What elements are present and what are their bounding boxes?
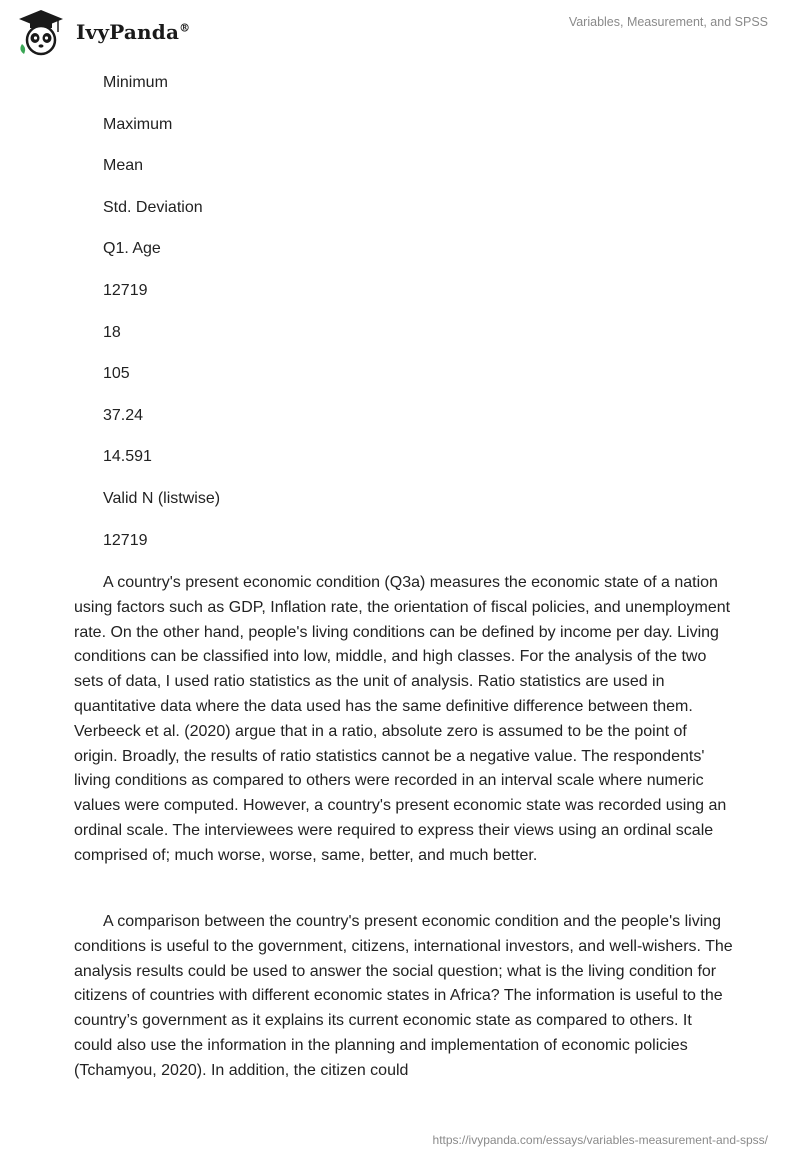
body-paragraph: A comparison between the country's present economic condition and the people's living conditions is useful to the government, citizens, international investors, and well-wishers. The analysis results could be used to answer the social question; what is the living condition for citizens of countries with different economic states in Africa? The information is useful to the country’s government as it explains its current economic state as compared to others. It could also use the information in the planning and implementation of economic policies (Tchamyou, 2020). In addition, the citizen could (74, 913, 733, 1079)
descriptive-statistics-list (103, 73, 220, 572)
page-header (0, 0, 800, 60)
table-cell: Q1. Age (103, 240, 161, 258)
running-title: Variables, Measurement, and SPSS (568, 15, 768, 29)
body-paragraph: A country's present economic condition (Q3a) measures the economic state of a nation using factors such as GDP, Inflation rate, the orientation of fiscal policies, and unemployment rate. On the other hand, people's living conditions can be defined by income per day. Living conditions can be classified into low, middle, and high classes. For the analysis of the two sets of data, I used ratio statistics as the unit of analysis. Ratio statistics are used in quantitative data where the data used has the same definitive difference between them. Verbeeck et al. (2020) argue that in a ratio, absolute zero is assumed to be the point of origin. Broadly, the results of ratio statistics cannot be a negative value. The respondents' living conditions as compared to others were recorded in an interval scale where numeric values were computed. However, a country's present economic state was recorded using an ordinal scale. The interviewees were required to express their views using an ordinal scale comprised of; much worse, worse, same, better, and much better. (74, 574, 731, 864)
table-cell: Mean (103, 157, 144, 175)
registered-mark: ® (179, 21, 191, 35)
table-cell: 105 (103, 365, 130, 383)
brand-name: IvyPanda (76, 20, 180, 44)
table-cell: 18 (103, 323, 121, 341)
ivypanda-logo[interactable] (16, 8, 190, 56)
table-cell: Minimum (103, 74, 168, 91)
table-cell: 14.591 (103, 448, 152, 466)
table-cell: 37.24 (103, 406, 144, 424)
table-cell: Maximum (103, 115, 173, 133)
table-cell: 12719 (103, 281, 148, 299)
table-cell: 12719 (103, 531, 148, 549)
source-url[interactable]: https://ivypanda.com/essays/variables-measurement-and-spss/ (432, 1133, 768, 1147)
panda-graduate-icon (16, 8, 66, 56)
table-cell: Valid N (listwise) (103, 489, 221, 507)
table-cell: Std. Deviation (103, 198, 203, 216)
